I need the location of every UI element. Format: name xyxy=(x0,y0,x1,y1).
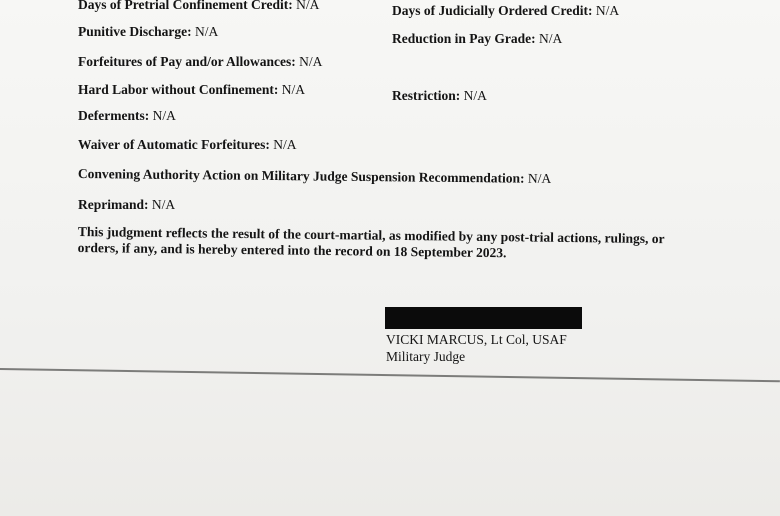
field-value: N/A xyxy=(595,3,620,18)
field-value: N/A xyxy=(463,88,487,103)
punitive-discharge-field xyxy=(78,24,218,40)
field-value: N/A xyxy=(296,0,320,12)
reprimand-field xyxy=(78,197,175,213)
field-label: Days of Judicially Ordered Credit: xyxy=(392,3,593,18)
field-value: N/A xyxy=(281,82,306,97)
waiver-automatic-forfeitures-field xyxy=(78,137,296,153)
page-fold-line xyxy=(0,368,780,382)
field-label: Waiver of Automatic Forfeitures: xyxy=(78,137,270,152)
reduction-pay-grade-field xyxy=(392,31,562,47)
hard-labor-field xyxy=(78,82,305,98)
judgment-statement: This judgment reflects the result of the court-martial, as modified by any post-trial actions, rulings, or orders, if any, and is hereby entered into the record on 18 September 2023. xyxy=(77,224,665,261)
field-label: Reduction in Pay Grade: xyxy=(392,31,536,46)
field-label: Forfeitures of Pay and/or Allowances: xyxy=(78,54,296,69)
pretrial-confinement-credit-field xyxy=(78,0,319,13)
field-label: Hard Labor without Confinement: xyxy=(78,82,279,97)
field-label: Reprimand: xyxy=(78,197,149,212)
field-value: N/A xyxy=(299,54,323,69)
convening-authority-field xyxy=(78,166,551,187)
forfeitures-field xyxy=(78,54,322,70)
judge-signature-name: VICKI MARCUS, Lt Col, USAF xyxy=(386,332,567,347)
restriction-field xyxy=(392,88,487,104)
judicially-ordered-credit-field xyxy=(392,3,619,19)
field-value: N/A xyxy=(539,31,563,46)
field-value: N/A xyxy=(527,170,552,186)
field-label: Restriction: xyxy=(392,88,461,103)
field-label: Punitive Discharge: xyxy=(78,24,192,39)
redacted-signature-block xyxy=(385,307,582,329)
field-value: N/A xyxy=(151,197,176,212)
judge-signature-title: Military Judge xyxy=(386,349,466,364)
deferments-field xyxy=(78,108,176,124)
field-label: Convening Authority Action on Military Judge Suspension Recommendation: xyxy=(77,166,525,186)
field-value: N/A xyxy=(195,24,219,39)
field-label: Days of Pretrial Confinement Credit: xyxy=(78,0,293,12)
field-label: Deferments: xyxy=(78,108,150,123)
field-value: N/A xyxy=(273,137,297,152)
field-value: N/A xyxy=(152,108,176,123)
